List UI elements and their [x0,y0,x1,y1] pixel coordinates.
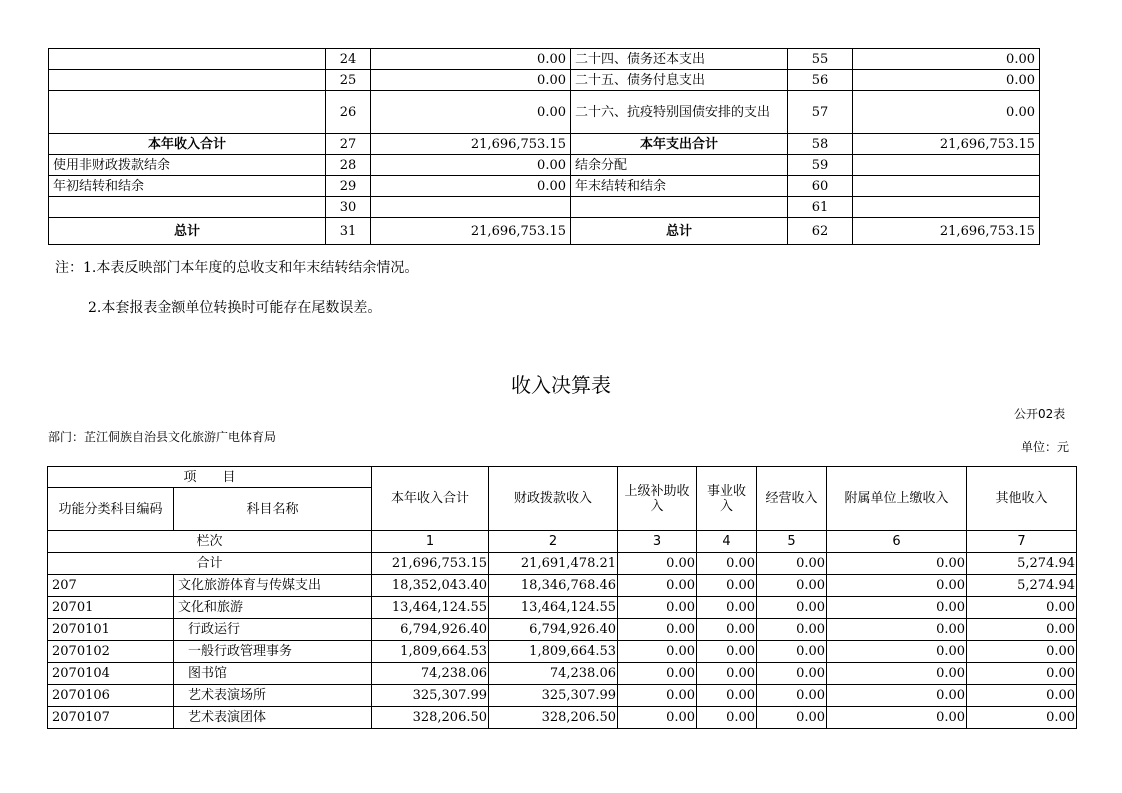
header-project: 项 目 [48,467,372,488]
right-line-no: 61 [788,197,853,218]
cell-name: 一般行政管理事务 [174,641,372,663]
cell-total: 328,206.50 [372,707,489,729]
table-row [49,176,1040,197]
cell-fiscal: 21,691,478.21 [489,553,618,575]
cell-affiliated: 0.00 [827,619,967,641]
cell-total: 21,696,753.15 [372,553,489,575]
cell-operating: 0.00 [757,553,827,575]
right-amount: 0.00 [853,49,1040,70]
header-name: 科目名称 [174,488,372,531]
footnote-1: 注：1.本表反映部门本年度的总收支和年末结转结余情况。 [55,260,419,276]
cell-superior: 0.00 [618,685,697,707]
right-amount: 0.00 [853,91,1040,134]
cell-other: 0.00 [967,663,1077,685]
cell-code: 2070106 [48,685,174,707]
column-number: 5 [757,531,827,553]
left-label: 本年收入合计 [49,134,326,155]
cell-business: 0.00 [697,641,757,663]
cell-total: 74,238.06 [372,663,489,685]
table-row [49,197,1040,218]
cell-affiliated: 0.00 [827,707,967,729]
cell-other: 0.00 [967,597,1077,619]
table-row [48,575,1077,597]
cell-affiliated: 0.00 [827,641,967,663]
cell-name: 艺术表演团体 [174,707,372,729]
cell-name: 行政运行 [174,619,372,641]
table-row [48,619,1077,641]
right-label: 本年支出合计 [571,134,788,155]
left-amount: 21,696,753.15 [371,134,571,155]
left-line-no: 30 [326,197,371,218]
cell-name: 艺术表演场所 [174,685,372,707]
left-line-no: 31 [326,218,371,245]
table-row [49,134,1040,155]
cell-superior: 0.00 [618,553,697,575]
cell-business: 0.00 [697,663,757,685]
cell-affiliated: 0.00 [827,575,967,597]
left-amount: 21,696,753.15 [371,218,571,245]
cell-superior: 0.00 [618,707,697,729]
cell-other: 0.00 [967,685,1077,707]
right-line-no: 56 [788,70,853,91]
cell-fiscal: 325,307.99 [489,685,618,707]
column-number: 2 [489,531,618,553]
cell-business: 0.00 [697,685,757,707]
cell-other: 0.00 [967,619,1077,641]
cell-business: 0.00 [697,619,757,641]
left-line-no: 29 [326,176,371,197]
right-line-no: 58 [788,134,853,155]
column-row-label: 栏次 [48,531,372,553]
table-row [49,70,1040,91]
column-number: 1 [372,531,489,553]
right-amount [853,155,1040,176]
cell-business: 0.00 [697,575,757,597]
cell-operating: 0.00 [757,663,827,685]
column-number: 4 [697,531,757,553]
cell-superior: 0.00 [618,619,697,641]
left-line-no: 26 [326,91,371,134]
cell-name: 图书馆 [174,663,372,685]
cell-affiliated: 0.00 [827,553,967,575]
cell-total: 325,307.99 [372,685,489,707]
left-amount: 0.00 [371,49,571,70]
right-line-no: 59 [788,155,853,176]
cell-operating: 0.00 [757,685,827,707]
right-line-no: 57 [788,91,853,134]
left-label: 使用非财政拨款结余 [49,155,326,176]
left-line-no: 27 [326,134,371,155]
right-line-no: 62 [788,218,853,245]
cell-superior: 0.00 [618,597,697,619]
left-amount: 0.00 [371,70,571,91]
column-number: 7 [967,531,1077,553]
header-operating: 经营收入 [757,467,827,531]
left-amount [371,197,571,218]
cell-name: 文化和旅游 [174,597,372,619]
sum-label: 合计 [48,553,372,575]
left-amount: 0.00 [371,155,571,176]
left-label [49,197,326,218]
cell-affiliated: 0.00 [827,685,967,707]
right-label: 年末结转和结余 [571,176,788,197]
header-fiscal: 财政拨款收入 [489,467,618,531]
left-amount: 0.00 [371,91,571,134]
table-row [48,641,1077,663]
cell-operating: 0.00 [757,619,827,641]
right-label: 二十五、债务付息支出 [571,70,788,91]
right-amount: 21,696,753.15 [853,134,1040,155]
cell-total: 18,352,043.40 [372,575,489,597]
cell-fiscal: 13,464,124.55 [489,597,618,619]
cell-code: 2070107 [48,707,174,729]
cell-superior: 0.00 [618,575,697,597]
left-line-no: 24 [326,49,371,70]
left-label [49,70,326,91]
table-row [49,155,1040,176]
table-row [49,91,1040,134]
department-label: 部门：芷江侗族自治县文化旅游广电体育局 [48,430,277,444]
cell-superior: 0.00 [618,641,697,663]
left-line-no: 28 [326,155,371,176]
header-code: 功能分类科目编码 [48,488,174,531]
cell-operating: 0.00 [757,597,827,619]
left-amount: 0.00 [371,176,571,197]
unit-label: 单位：元 [1021,440,1070,454]
cell-code: 20701 [48,597,174,619]
left-label [49,49,326,70]
cell-affiliated: 0.00 [827,663,967,685]
table-row-grand-total [49,218,1040,245]
table-row [48,663,1077,685]
header-row [48,467,1077,488]
right-label: 二十四、债务还本支出 [571,49,788,70]
right-line-no: 60 [788,176,853,197]
cell-code: 2070104 [48,663,174,685]
table-row-sum [48,553,1077,575]
footnote-2: 2.本套报表金额单位转换时可能存在尾数误差。 [88,300,382,316]
cell-fiscal: 74,238.06 [489,663,618,685]
column-number: 3 [618,531,697,553]
table-row [48,685,1077,707]
cell-other: 5,274.94 [967,553,1077,575]
cell-total: 6,794,926.40 [372,619,489,641]
cell-name: 文化旅游体育与传媒支出 [174,575,372,597]
cell-other: 0.00 [967,707,1077,729]
table-row [48,707,1077,729]
form-number: 公开02表 [1014,407,1066,421]
left-label: 总计 [49,218,326,245]
cell-code: 2070101 [48,619,174,641]
cell-total: 13,464,124.55 [372,597,489,619]
column-number-row [48,531,1077,553]
page-title: 收入决算表 [511,373,611,397]
header-superior: 上级补助收入 [618,467,697,531]
header-business: 事业收入 [697,467,757,531]
summary-table [48,48,1040,245]
cell-operating: 0.00 [757,707,827,729]
cell-fiscal: 1,809,664.53 [489,641,618,663]
column-number: 6 [827,531,967,553]
cell-affiliated: 0.00 [827,597,967,619]
right-label [571,197,788,218]
left-label [49,91,326,134]
right-line-no: 55 [788,49,853,70]
cell-fiscal: 328,206.50 [489,707,618,729]
cell-business: 0.00 [697,597,757,619]
cell-business: 0.00 [697,553,757,575]
table-row [48,597,1077,619]
cell-total: 1,809,664.53 [372,641,489,663]
cell-operating: 0.00 [757,575,827,597]
cell-other: 5,274.94 [967,575,1077,597]
cell-superior: 0.00 [618,663,697,685]
cell-code: 2070102 [48,641,174,663]
header-other: 其他收入 [967,467,1077,531]
right-amount: 21,696,753.15 [853,218,1040,245]
cell-business: 0.00 [697,707,757,729]
left-label: 年初结转和结余 [49,176,326,197]
right-amount [853,197,1040,218]
income-table [47,466,1077,729]
right-label: 二十六、抗疫特别国债安排的支出 [571,91,788,134]
right-label: 结余分配 [571,155,788,176]
right-amount [853,176,1040,197]
right-amount: 0.00 [853,70,1040,91]
cell-code: 207 [48,575,174,597]
right-label: 总计 [571,218,788,245]
cell-other: 0.00 [967,641,1077,663]
cell-fiscal: 6,794,926.40 [489,619,618,641]
header-total: 本年收入合计 [372,467,489,531]
cell-operating: 0.00 [757,641,827,663]
header-affiliated: 附属单位上缴收入 [827,467,967,531]
left-line-no: 25 [326,70,371,91]
table-row [49,49,1040,70]
cell-fiscal: 18,346,768.46 [489,575,618,597]
